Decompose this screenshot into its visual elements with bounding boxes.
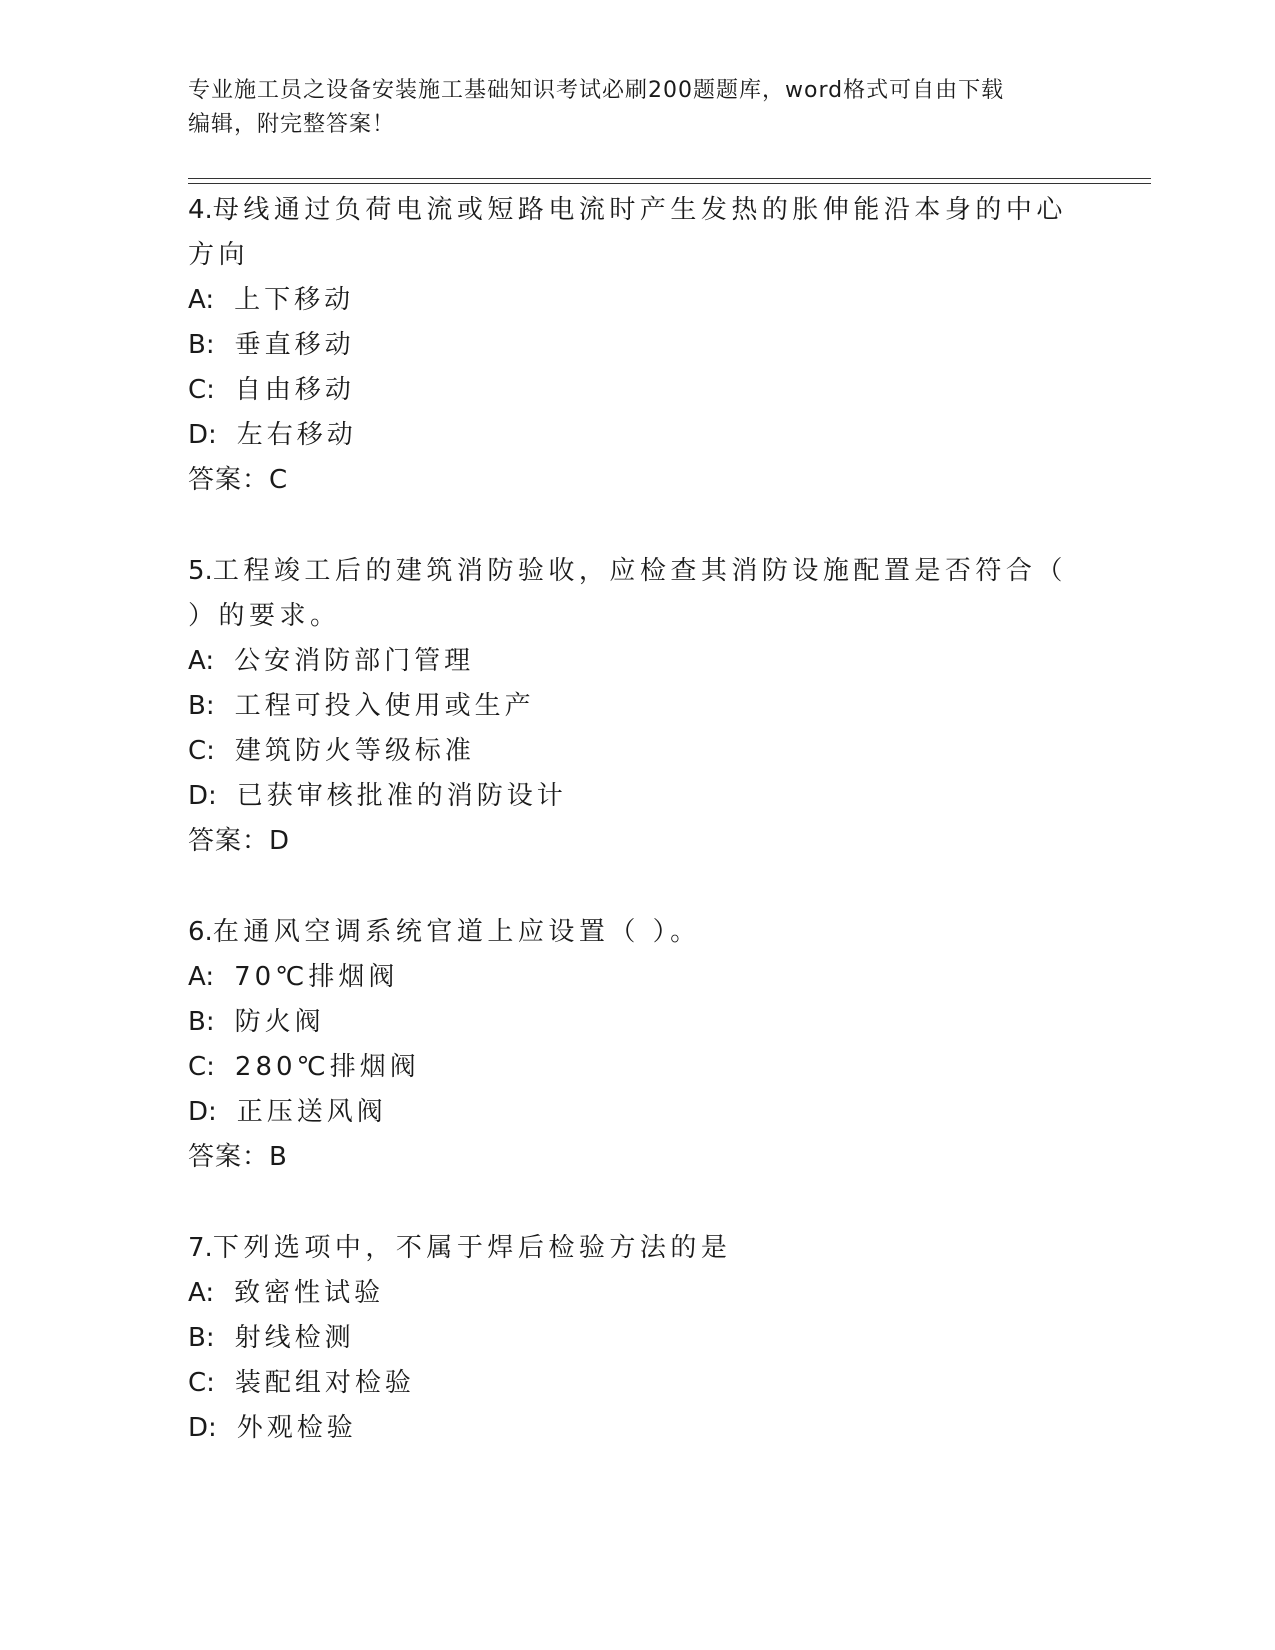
option-letter: A: <box>188 285 215 315</box>
option-text: 致密性试验 <box>234 1278 385 1308</box>
option-c <box>188 729 1088 774</box>
question-stem <box>188 188 1068 278</box>
option-letter: A: <box>188 1278 215 1308</box>
question-number: 4. <box>188 195 213 225</box>
option-d <box>188 1406 1088 1451</box>
option-a <box>188 278 1088 323</box>
question-number: 7. <box>188 1233 213 1263</box>
question-number: 5. <box>188 556 213 586</box>
option-b <box>188 1316 1088 1361</box>
option-c <box>188 368 1088 413</box>
question-text: 工程竣工后的建筑消防验收，应检查其消防设施配置是否符合（ ）的要求。 <box>188 556 1067 631</box>
option-text: 外观检验 <box>236 1413 357 1443</box>
option-d <box>188 1090 1088 1135</box>
option-letter: A: <box>188 962 215 992</box>
option-letter: D: <box>188 781 217 811</box>
option-c <box>188 1045 1088 1090</box>
option-letter: B: <box>188 691 215 721</box>
option-text: 上下移动 <box>234 285 355 315</box>
answer-line: 答案：D <box>188 826 291 856</box>
option-letter: D: <box>188 420 217 450</box>
option-letter: C: <box>188 1052 215 1082</box>
answer-line: 答案：B <box>188 1142 288 1172</box>
option-text: 射线检测 <box>234 1323 355 1353</box>
document-header <box>188 74 1068 142</box>
option-text: 280℃排烟阀 <box>234 1052 420 1082</box>
option-text: 垂直移动 <box>234 330 355 360</box>
option-a <box>188 1271 1088 1316</box>
option-c <box>188 1361 1088 1406</box>
option-a <box>188 639 1088 684</box>
header-divider-top <box>188 178 1151 179</box>
question-text: 在通风空调系统官道上应设置（ ）。 <box>212 917 701 947</box>
option-text: 已获审核批准的消防设计 <box>236 781 567 811</box>
question-stem <box>188 549 1068 639</box>
option-letter: C: <box>188 375 215 405</box>
option-text: 防火阀 <box>234 1007 325 1037</box>
option-b <box>188 1000 1088 1045</box>
option-d <box>188 774 1088 819</box>
option-letter: C: <box>188 736 215 766</box>
option-text: 左右移动 <box>236 420 357 450</box>
option-b <box>188 323 1088 368</box>
option-text: 工程可投入使用或生产 <box>234 691 535 721</box>
question-number: 6. <box>188 917 213 947</box>
header-title-line-1: 专业施工员之设备安装施工基础知识考试必刷200题题库，word格式可自由下载 <box>188 78 1005 103</box>
question-stem <box>188 910 1068 955</box>
option-letter: B: <box>188 1323 215 1353</box>
question-text: 母线通过负荷电流或短路电流时产生发热的胀伸能沿本身的中心方向 <box>188 195 1067 270</box>
option-text: 建筑防火等级标准 <box>234 736 475 766</box>
header-divider-bottom <box>188 183 1151 184</box>
question-5 <box>188 549 1088 864</box>
question-6 <box>188 910 1088 1180</box>
option-letter: B: <box>188 330 215 360</box>
option-letter: B: <box>188 1007 215 1037</box>
option-text: 70℃排烟阀 <box>234 962 399 992</box>
option-letter: C: <box>188 1368 215 1398</box>
question-list <box>188 188 1088 1497</box>
question-text: 下列选项中，不属于焊后检验方法的是 <box>212 1233 732 1263</box>
option-text: 自由移动 <box>234 375 355 405</box>
question-stem <box>188 1226 1068 1271</box>
option-b <box>188 684 1088 729</box>
header-title-line-2: 编辑，附完整答案！ <box>188 112 396 137</box>
option-letter: A: <box>188 646 215 676</box>
question-4 <box>188 188 1088 503</box>
option-text: 公安消防部门管理 <box>234 646 475 676</box>
option-letter: D: <box>188 1413 217 1443</box>
option-text: 装配组对检验 <box>234 1368 415 1398</box>
answer-line: 答案：C <box>188 465 289 495</box>
option-d <box>188 413 1088 458</box>
option-letter: D: <box>188 1097 217 1127</box>
question-7 <box>188 1226 1088 1451</box>
option-text: 正压送风阀 <box>236 1097 387 1127</box>
option-a <box>188 955 1088 1000</box>
